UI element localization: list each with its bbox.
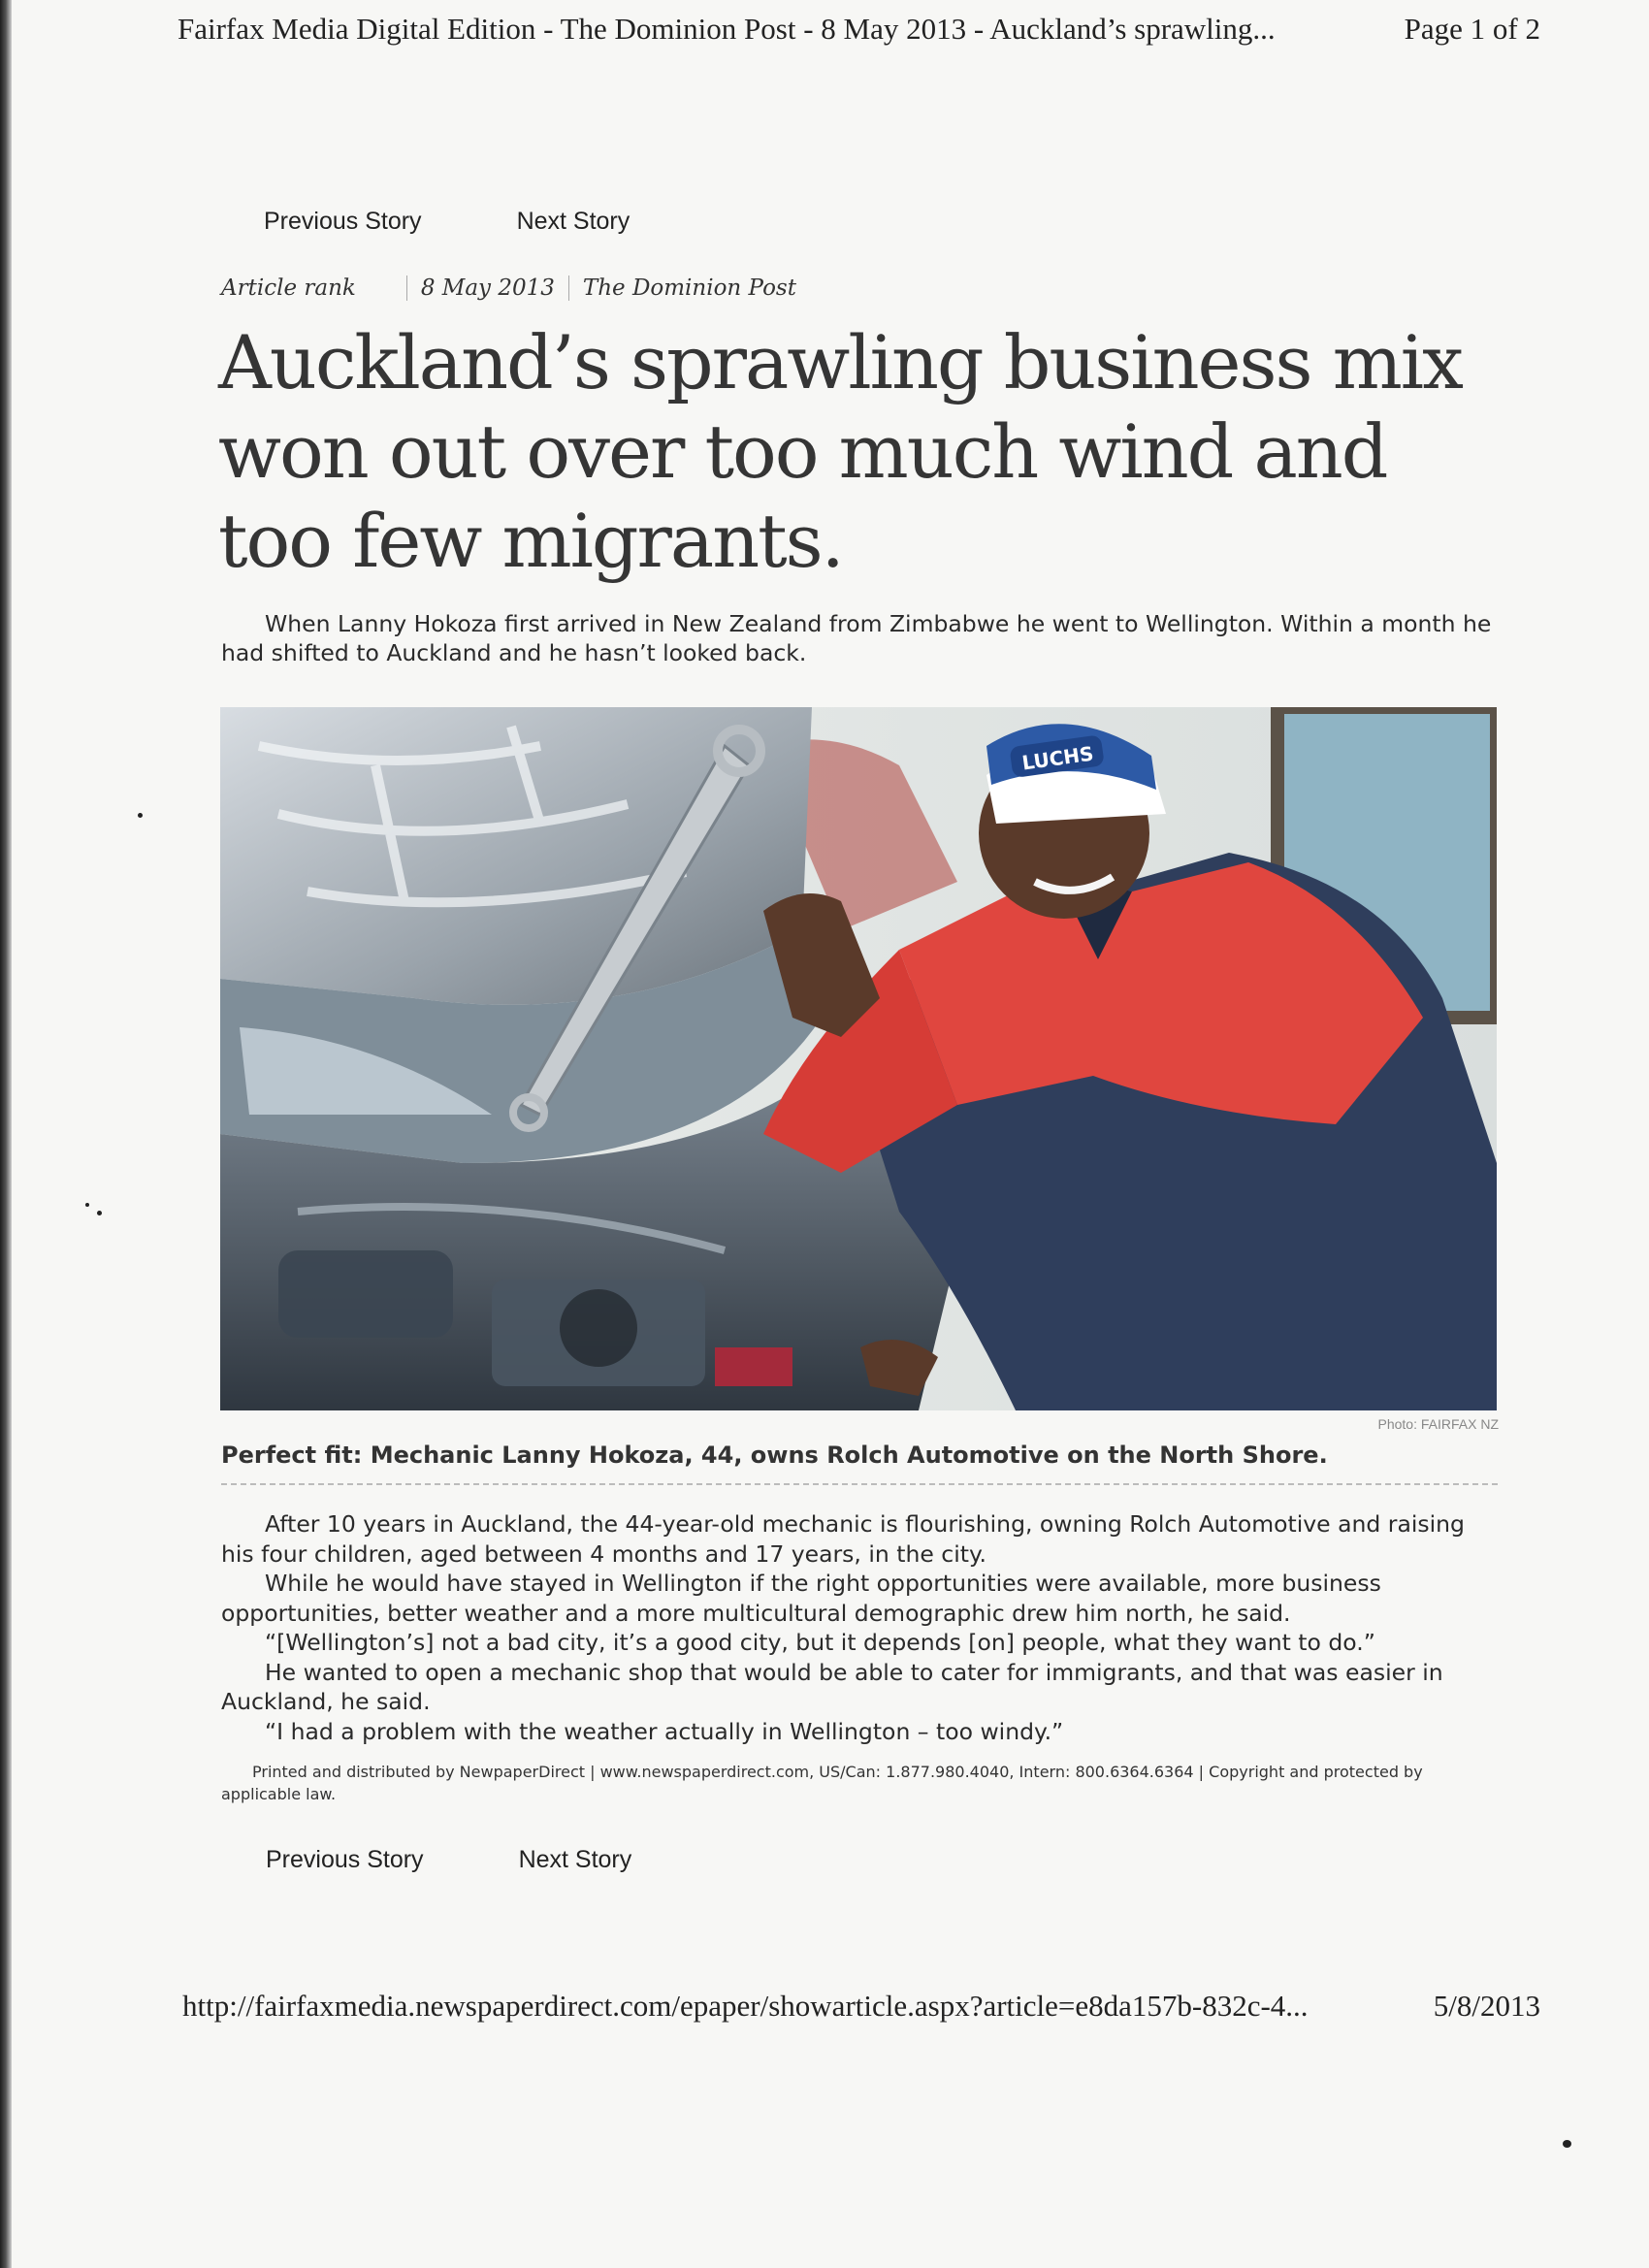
print-footer-date: 5/8/2013	[1433, 1989, 1540, 2023]
scan-speck	[97, 1211, 102, 1215]
meta-divider	[406, 275, 407, 301]
scan-speck	[138, 813, 143, 818]
print-header	[178, 12, 1540, 47]
article-rank: Article rank	[221, 275, 356, 301]
print-header-page: Page 1 of 2	[1404, 12, 1540, 46]
photo-credit: Photo: FAIRFAX NZ	[1377, 1416, 1499, 1432]
print-header-title: Fairfax Media Digital Edition - The Dominion Post - 8 May 2013 - Auckland’s sprawling...	[178, 12, 1276, 46]
print-footer-url: http://fairfaxmedia.newspaperdirect.com/epaper/showarticle.aspx?article=e8da157b-832c-4...	[182, 1989, 1309, 2023]
body-paragraph: “[Wellington’s] not a bad city, it’s a good city, but it depends [on] people, what they want to do.”	[265, 1629, 1375, 1656]
story-nav-bottom	[266, 1846, 631, 1874]
article-meta	[221, 275, 796, 301]
print-footer	[182, 1989, 1540, 2024]
copyright-notice: Printed and distributed by NewpaperDirect | www.newspaperdirect.com, US/Can: 1.877.980.4040, Intern: 800.6364.6364 | Copyright and protected by applicable law.	[221, 1763, 1423, 1803]
scan-speck	[1563, 2140, 1571, 2148]
body-paragraph: “I had a problem with the weather actually in Wellington – too windy.”	[265, 1717, 1064, 1745]
headline: Auckland’s sprawling business mix won out over too much wind and too few migrants.	[218, 319, 1462, 584]
article-date: 8 May 2013	[420, 275, 555, 301]
lede-paragraph: When Lanny Hokoza first arrived in New Zealand from Zimbabwe he went to Wellington. Within a month he had shifted to Auckland and he hasn’t looked back.	[221, 610, 1492, 666]
meta-divider	[568, 275, 569, 301]
previous-story-link[interactable]: Previous Story	[266, 1846, 424, 1873]
next-story-link[interactable]: Next Story	[516, 208, 630, 235]
article-publication: The Dominion Post	[582, 275, 796, 301]
caption-divider	[221, 1483, 1498, 1485]
next-story-link[interactable]: Next Story	[518, 1846, 632, 1873]
cap-logo-text: LUCHS	[1020, 741, 1095, 775]
article-body	[221, 1509, 1502, 1746]
photo-caption: Perfect fit: Mechanic Lanny Hokoza, 44, owns Rolch Automotive on the North Shore.	[221, 1442, 1328, 1469]
scan-edge	[0, 0, 12, 2268]
previous-story-link[interactable]: Previous Story	[264, 208, 422, 235]
body-paragraph: He wanted to open a mechanic shop that would be able to cater for immigrants, and that was easier in Auckland, he said.	[221, 1658, 1443, 1715]
body-paragraph: While he would have stayed in Wellington if the right opportunities were available, more business opportunities, better weather and a more multicultural demographic drew him north, he said.	[221, 1570, 1381, 1627]
mechanic-photo-illustration	[220, 707, 1497, 1410]
article-photo	[220, 707, 1497, 1410]
body-paragraph: After 10 years in Auckland, the 44-year-old mechanic is flourishing, owning Rolch Automotive and raising his four children, aged between 4 months and 17 years, in the city.	[221, 1510, 1465, 1568]
story-nav-top	[264, 208, 630, 236]
scan-speck	[85, 1203, 89, 1207]
